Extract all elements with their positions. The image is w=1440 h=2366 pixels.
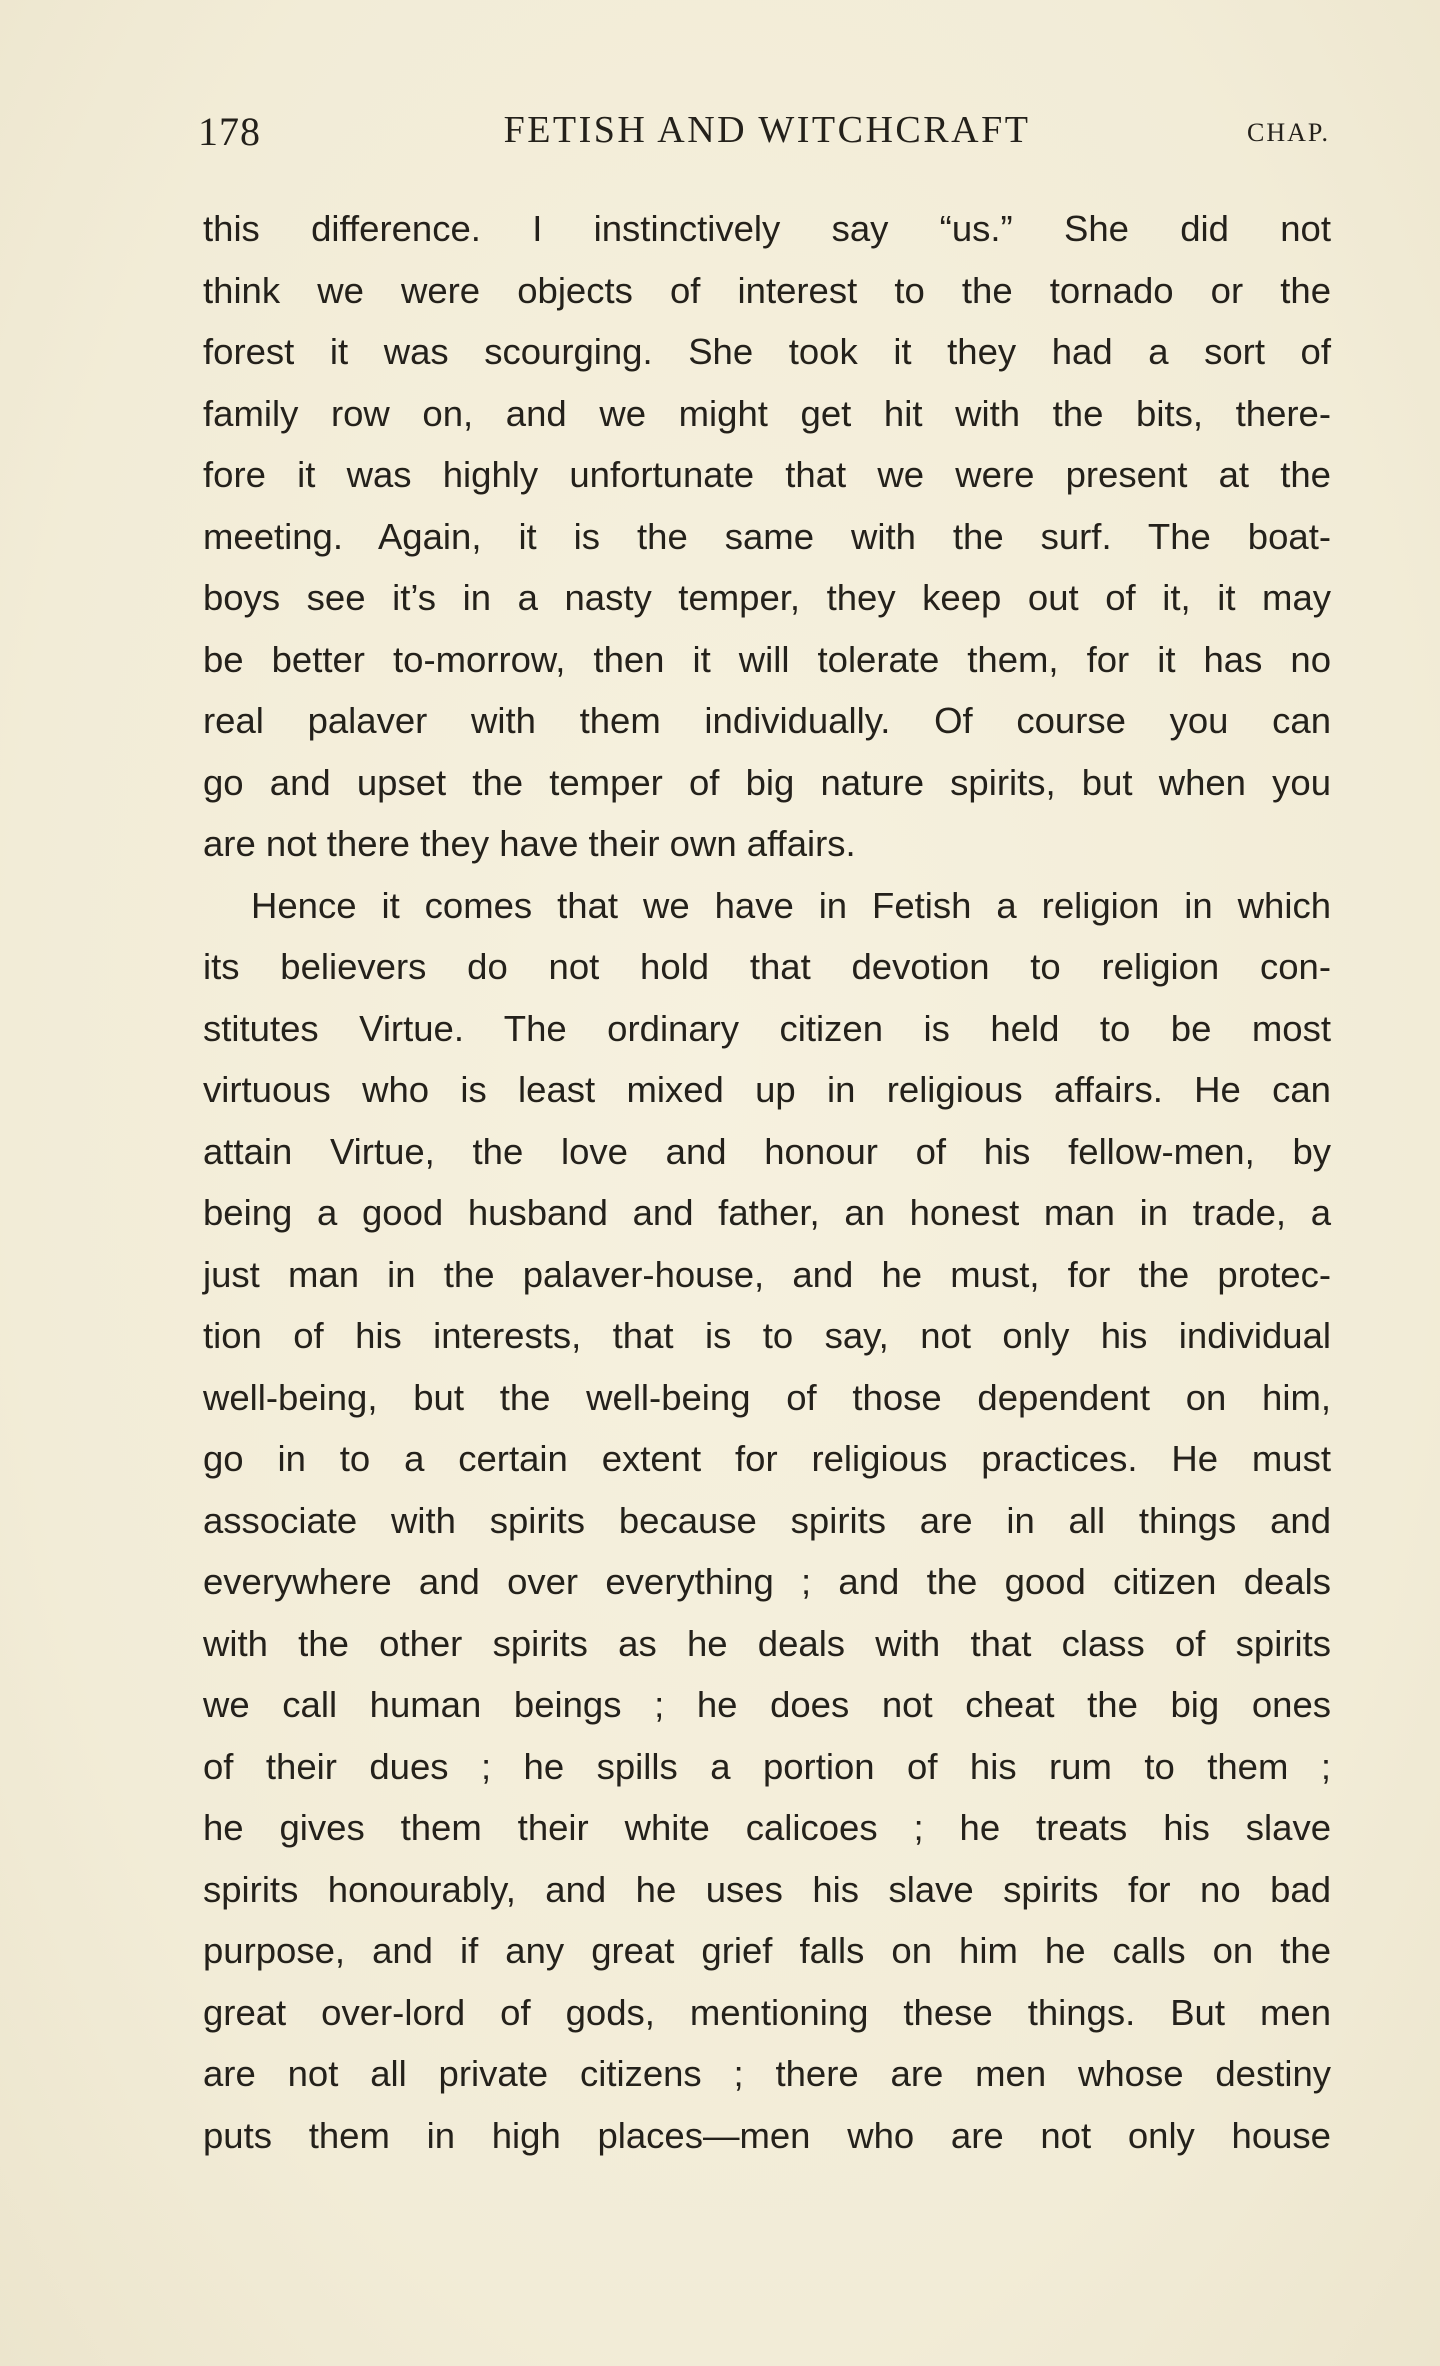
page-number: 178 — [198, 109, 261, 154]
running-header — [198, 108, 1336, 168]
paragraph-1 — [203, 198, 1331, 875]
running-title: FETISH AND WITCHCRAFT — [503, 109, 1031, 151]
text-line: being a good husband and father, an honest man in trade, a — [203, 1192, 1331, 1233]
text-line: attain Virtue, the love and honour of his fellow-men, by — [203, 1130, 1331, 1172]
body-text — [203, 198, 1331, 2166]
text-line: are not there they have their own affairs. — [203, 823, 856, 864]
text-line: we call human beings ; he does not cheat the big ones — [203, 1684, 1331, 1725]
text-line: real palaver with them individually. Of course you can — [203, 700, 1331, 741]
text-line: just man in the palaver-house, and he must, for the protec- — [203, 1253, 1331, 1295]
text-line: virtuous who is least mixed up in religious affairs. He can — [203, 1069, 1331, 1110]
text-line: this difference. I instinctively say “us.” She did not — [203, 208, 1331, 249]
text-line: forest it was scourging. She took it they had a sort of — [203, 331, 1331, 372]
text-line: go in to a certain extent for religious practices. He must — [203, 1438, 1331, 1479]
chapter-label: CHAP. — [1247, 118, 1330, 147]
text-line: be better to-morrow, then it will tolerate them, for it has no — [203, 638, 1331, 680]
text-line: are not all private citizens ; there are men whose destiny — [203, 2053, 1331, 2094]
text-line: puts them in high places—men who are not only house — [203, 2114, 1331, 2156]
text-line: family row on, and we might get hit with the bits, there- — [203, 392, 1331, 434]
text-line: think we were objects of interest to the tornado or the — [203, 269, 1331, 311]
text-line: stitutes Virtue. The ordinary citizen is held to be most — [203, 1007, 1331, 1049]
text-line: fore it was highly unfortunate that we were present at the — [203, 454, 1331, 495]
text-line: boys see it’s in a nasty temper, they keep out of it, it may — [203, 577, 1331, 618]
text-line: with the other spirits as he deals with that class of spirits — [203, 1622, 1331, 1664]
text-line: well-being, but the well-being of those dependent on him, — [203, 1376, 1331, 1418]
text-line: everywhere and over everything ; and the good citizen deals — [203, 1561, 1331, 1602]
text-line: associate with spirits because spirits are in all things and — [203, 1499, 1331, 1541]
text-line: great over-lord of gods, mentioning these things. But men — [203, 1991, 1331, 2033]
paragraph-2 — [203, 875, 1331, 2167]
text-line: tion of his interests, that is to say, not only his individual — [203, 1315, 1331, 1356]
text-line: he gives them their white calicoes ; he treats his slave — [203, 1807, 1331, 1848]
text-line: Hence it comes that we have in Fetish a religion in which — [251, 884, 1331, 926]
text-line: meeting. Again, it is the same with the surf. The boat- — [203, 515, 1331, 557]
text-line: of their dues ; he spills a portion of his rum to them ; — [203, 1745, 1331, 1787]
text-line: purpose, and if any great grief falls on him he calls on the — [203, 1930, 1331, 1971]
text-line: go and upset the temper of big nature spirits, but when you — [203, 761, 1331, 803]
text-line: spirits honourably, and he uses his slave spirits for no bad — [203, 1868, 1331, 1910]
text-line: its believers do not hold that devotion to religion con- — [203, 946, 1331, 987]
